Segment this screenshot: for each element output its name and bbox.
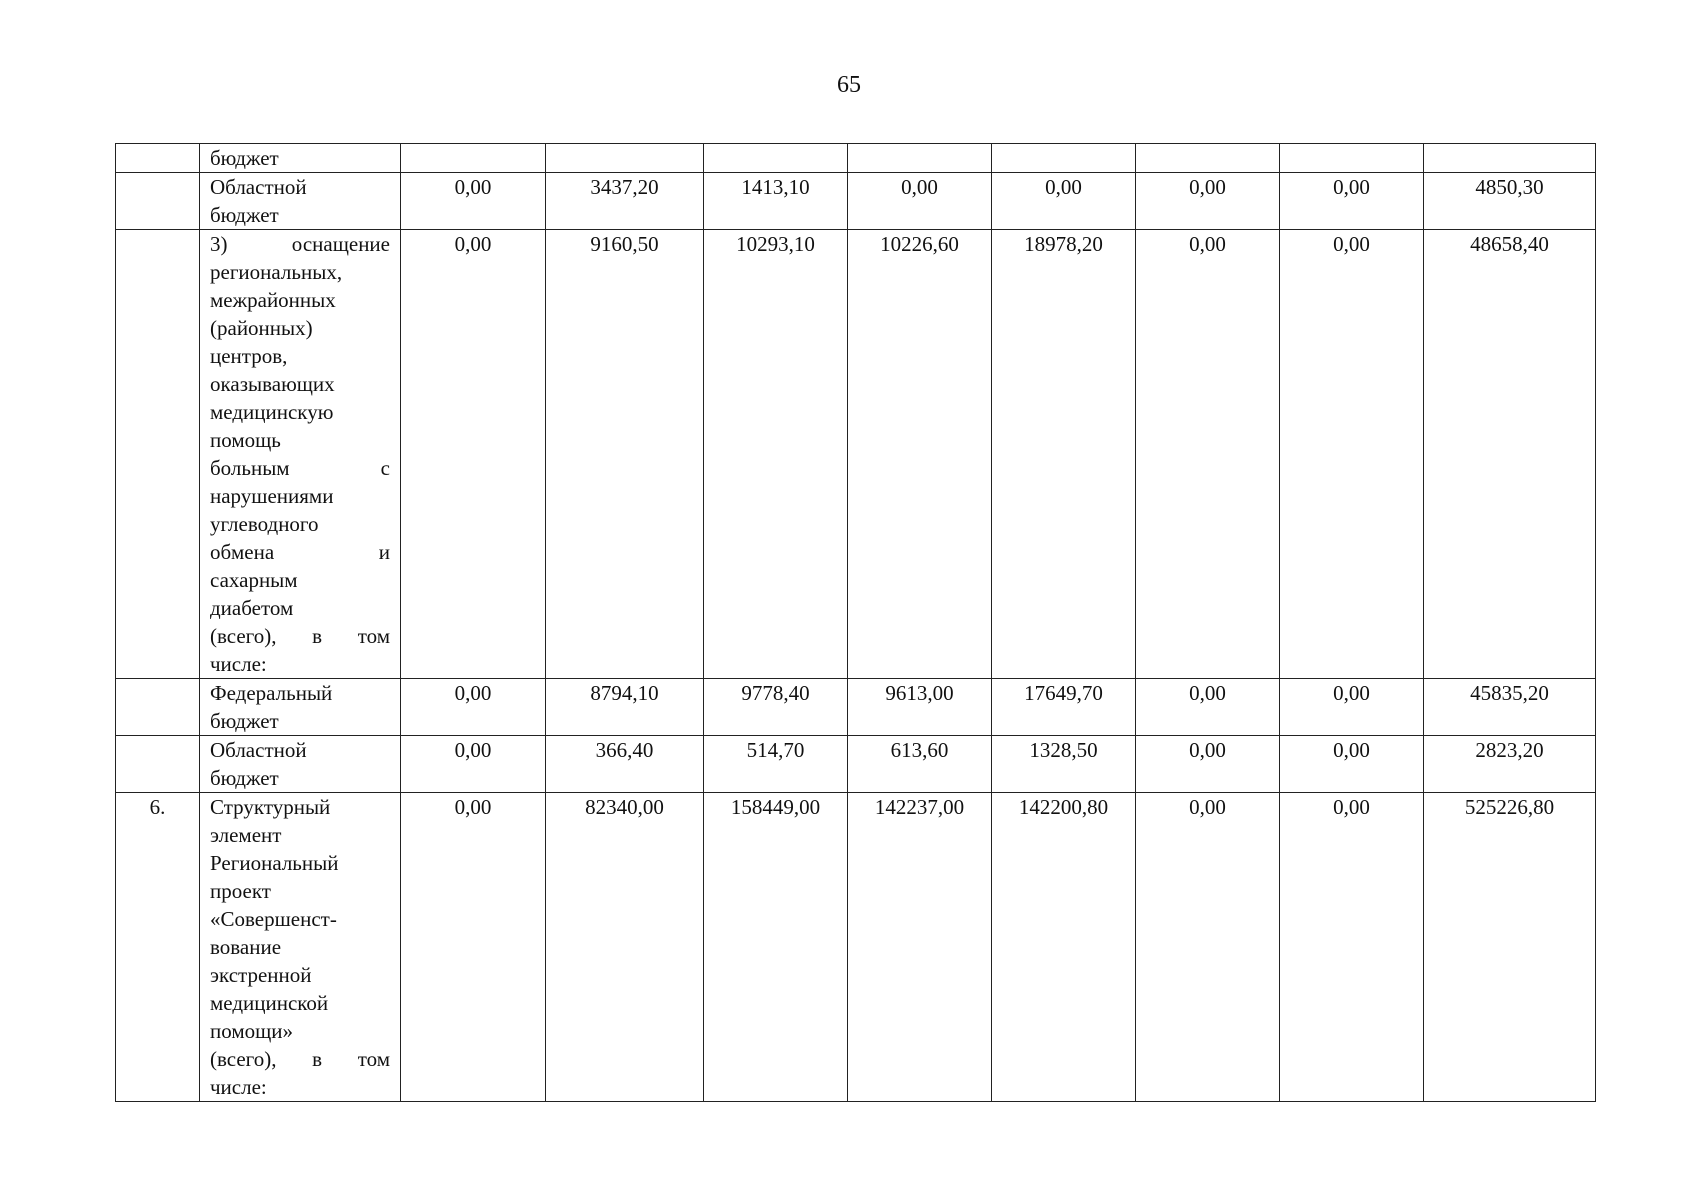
row-label-line: медицинской xyxy=(210,991,329,1015)
row-label-line: бюджет xyxy=(210,766,279,790)
row-label-line: Областной xyxy=(210,738,307,762)
value-cell: 0,00 xyxy=(848,173,992,230)
row-label-line: (всего), в том xyxy=(210,1047,390,1071)
table-row xyxy=(116,173,1596,230)
row-label-line: сахарным xyxy=(210,568,298,592)
row-label-line: оказывающих xyxy=(210,372,335,396)
value-cell: 0,00 xyxy=(1280,230,1424,679)
row-label-line: региональных, xyxy=(210,260,343,284)
value-cell xyxy=(546,144,704,173)
row-label-cell xyxy=(200,679,401,736)
table-row xyxy=(116,679,1596,736)
value-cell: 142237,00 xyxy=(848,793,992,1102)
value-cell: 0,00 xyxy=(1280,679,1424,736)
budget-table xyxy=(115,143,1596,1102)
row-label-line: нарушениями xyxy=(210,484,334,508)
row-label-line: межрайонных xyxy=(210,288,336,312)
value-cell: 613,60 xyxy=(848,736,992,793)
table-row xyxy=(116,793,1596,1102)
total-cell xyxy=(1424,144,1596,173)
value-cell: 0,00 xyxy=(1136,230,1280,679)
value-cell xyxy=(1136,144,1280,173)
value-cell: 0,00 xyxy=(1280,173,1424,230)
total-cell: 48658,40 xyxy=(1424,230,1596,679)
row-number-cell xyxy=(116,736,200,793)
value-cell: 366,40 xyxy=(546,736,704,793)
value-cell: 8794,10 xyxy=(546,679,704,736)
table-row xyxy=(116,144,1596,173)
row-label-line: Областной xyxy=(210,175,307,199)
value-cell: 1328,50 xyxy=(992,736,1136,793)
row-number-cell xyxy=(116,173,200,230)
total-cell: 45835,20 xyxy=(1424,679,1596,736)
value-cell: 0,00 xyxy=(1136,173,1280,230)
value-cell: 0,00 xyxy=(401,230,546,679)
row-label-line: углеводного xyxy=(210,512,319,536)
row-label-line: больным с xyxy=(210,456,390,480)
row-label-line: бюджет xyxy=(210,203,279,227)
value-cell: 158449,00 xyxy=(704,793,848,1102)
row-label-line: Федеральный xyxy=(210,681,333,705)
row-label-line: «Совершенст- xyxy=(210,907,337,931)
total-cell: 525226,80 xyxy=(1424,793,1596,1102)
value-cell xyxy=(401,144,546,173)
value-cell: 1413,10 xyxy=(704,173,848,230)
value-cell: 9613,00 xyxy=(848,679,992,736)
row-label-line: помощи» xyxy=(210,1019,294,1043)
value-cell: 9778,40 xyxy=(704,679,848,736)
row-label-line: 3) оснащение xyxy=(210,232,390,256)
value-cell: 9160,50 xyxy=(546,230,704,679)
row-number-cell: 6. xyxy=(116,793,200,1102)
row-number-cell xyxy=(116,230,200,679)
value-cell: 0,00 xyxy=(1136,793,1280,1102)
value-cell: 18978,20 xyxy=(992,230,1136,679)
value-cell: 10293,10 xyxy=(704,230,848,679)
value-cell xyxy=(992,144,1136,173)
table-row xyxy=(116,736,1596,793)
row-label-line: числе: xyxy=(210,1075,267,1099)
row-label-line: (районных) xyxy=(210,316,313,340)
row-label-line: числе: xyxy=(210,652,267,676)
value-cell: 514,70 xyxy=(704,736,848,793)
row-label-line: Региональный xyxy=(210,851,339,875)
value-cell: 0,00 xyxy=(401,736,546,793)
value-cell: 0,00 xyxy=(1136,679,1280,736)
table-row xyxy=(116,230,1596,679)
value-cell xyxy=(848,144,992,173)
value-cell: 0,00 xyxy=(1280,793,1424,1102)
row-label-cell xyxy=(200,144,401,173)
row-label-line: элемент xyxy=(210,823,282,847)
value-cell: 0,00 xyxy=(401,679,546,736)
row-label-line: вование xyxy=(210,935,282,959)
row-label-line: помощь xyxy=(210,428,281,452)
row-label-line: диабетом xyxy=(210,596,294,620)
value-cell: 10226,60 xyxy=(848,230,992,679)
row-label-line: обмена и xyxy=(210,540,390,564)
row-label-line: Структурный xyxy=(210,795,331,819)
value-cell: 82340,00 xyxy=(546,793,704,1102)
row-label-line: центров, xyxy=(210,344,288,368)
table-body xyxy=(116,144,1596,1102)
row-label-line: бюджет xyxy=(210,146,279,170)
row-label-cell xyxy=(200,736,401,793)
value-cell: 17649,70 xyxy=(992,679,1136,736)
value-cell: 0,00 xyxy=(401,173,546,230)
row-label-cell xyxy=(200,230,401,679)
value-cell: 0,00 xyxy=(992,173,1136,230)
value-cell: 0,00 xyxy=(1280,736,1424,793)
total-cell: 2823,20 xyxy=(1424,736,1596,793)
row-label-cell xyxy=(200,173,401,230)
row-number-cell xyxy=(116,679,200,736)
row-label-line: проект xyxy=(210,879,271,903)
row-label-line: медицинскую xyxy=(210,400,334,424)
total-cell: 4850,30 xyxy=(1424,173,1596,230)
value-cell: 0,00 xyxy=(401,793,546,1102)
value-cell xyxy=(704,144,848,173)
page-number: 65 xyxy=(837,72,861,98)
row-label-cell xyxy=(200,793,401,1102)
value-cell xyxy=(1280,144,1424,173)
row-label-line: экстренной xyxy=(210,963,312,987)
value-cell: 142200,80 xyxy=(992,793,1136,1102)
value-cell: 3437,20 xyxy=(546,173,704,230)
row-label-line: бюджет xyxy=(210,709,279,733)
row-label-line: (всего), в том xyxy=(210,624,390,648)
row-number-cell xyxy=(116,144,200,173)
value-cell: 0,00 xyxy=(1136,736,1280,793)
